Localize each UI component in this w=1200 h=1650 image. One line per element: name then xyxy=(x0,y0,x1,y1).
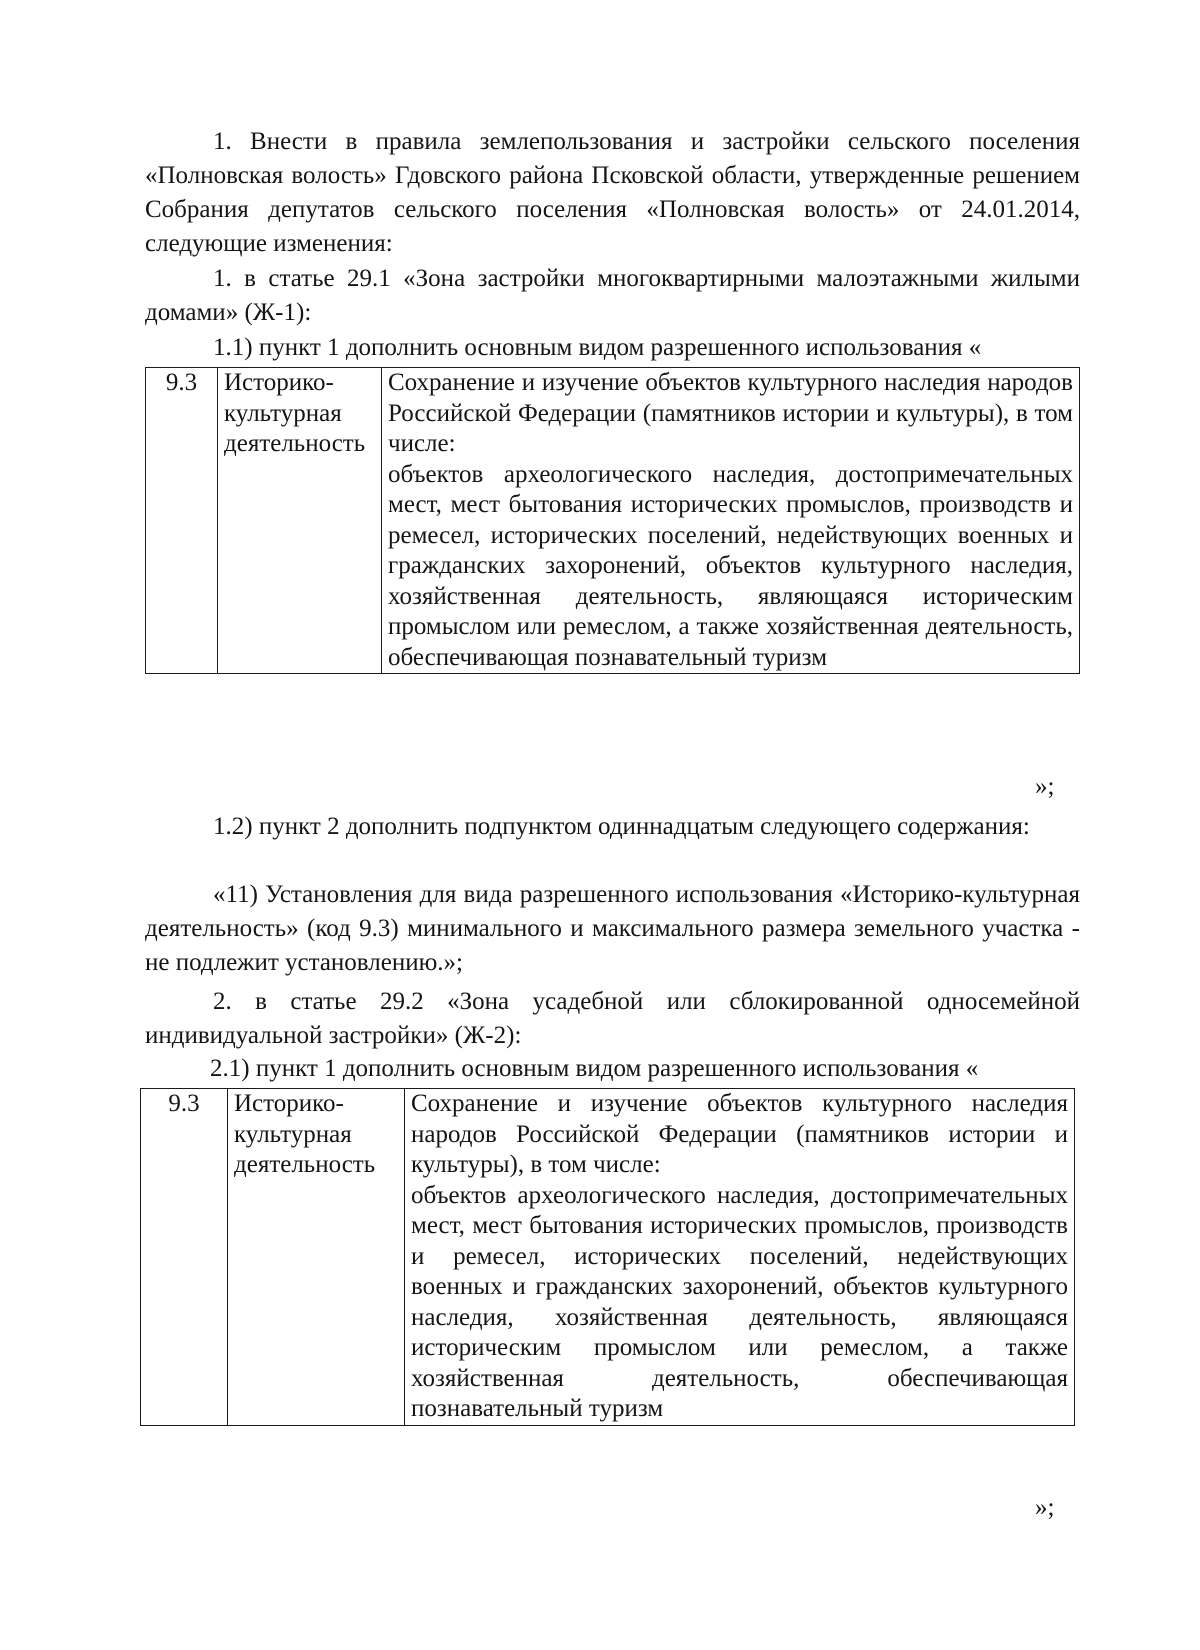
permitted-use-table-2 xyxy=(140,1088,1075,1426)
use-description-cell xyxy=(405,1089,1075,1426)
item-2-1-lead: 2.1) пункт 1 дополнить основным видом разрешенного использования « xyxy=(210,1055,979,1082)
paragraph-amendment-intro: 1. Внести в правила землепользования и застройки сельского поселения «Полновская волость» Гдовского района Псковской области, утвержденные решением Собрания депутатов сельского поселения «Полновская волость» от 24.01.2014, следующие изменения: xyxy=(145,128,1080,257)
use-name-cell: Историко-культурная деятельность xyxy=(218,368,382,674)
use-code-cell: 9.3 xyxy=(141,1089,228,1426)
use-description-cell xyxy=(382,368,1080,674)
permitted-use-table-1 xyxy=(145,367,1080,674)
table-row xyxy=(141,1089,1075,1426)
closing-quote-1: »; xyxy=(1035,773,1055,800)
description-intro: Сохранение и изучение объектов культурного наследия народов Российской Федерации (памятников истории и культуры), в том числе: xyxy=(411,1090,1068,1178)
use-name-cell: Историко-культурная деятельность xyxy=(228,1089,405,1426)
description-intro: Сохранение и изучение объектов культурного наследия народов Российской Федерации (памятников истории и культуры), в том числе: xyxy=(388,369,1073,457)
paragraph-article-29-1: 1. в статье 29.1 «Зона застройки многоквартирными малоэтажными жилыми домами» (Ж-1): xyxy=(145,265,1080,326)
description-list: объектов археологического наследия, достопримечательных мест, мест бытования исторических промыслов, производств и ремесел, исторических поселений, недействующих военных и гражданских захоронений, объектов культурного наследия, хозяйственная деятельность, являющаяся историческим промыслом или ремеслом, а также хозяйственная деятельность, обеспечивающая познавательный туризм xyxy=(388,460,1073,671)
paragraph-article-29-2: 2. в статье 29.2 «Зона усадебной или сблокированной односемейной индивидуальной застройки» (Ж-2): xyxy=(145,988,1080,1049)
item-1-2: 1.2) пункт 2 дополнить подпунктом одиннадцатым следующего содержания: xyxy=(213,813,1030,840)
item-1-2-quote: «11) Установления для вида разрешенного использования «Историко-культурная деятельность» (код 9.3) минимального и максимального размера земельного участка - не подлежит установлению.»; xyxy=(145,881,1080,976)
use-code-cell: 9.3 xyxy=(146,368,218,674)
item-1-1-lead: 1.1) пункт 1 дополнить основным видом разрешенного использования « xyxy=(213,334,982,361)
closing-quote-2: »; xyxy=(1035,1494,1055,1521)
table-row xyxy=(146,368,1080,674)
description-list: объектов археологического наследия, достопримечательных мест, мест бытования исторических промыслов, производств и ремесел, исторических поселений, недействующих военных и гражданских захоронений, объектов культурного наследия, хозяйственная деятельность, являющаяся историческим промыслом или ремеслом, а также хозяйственная деятельность, обеспечивающая познавательный туризм xyxy=(411,1181,1068,1422)
